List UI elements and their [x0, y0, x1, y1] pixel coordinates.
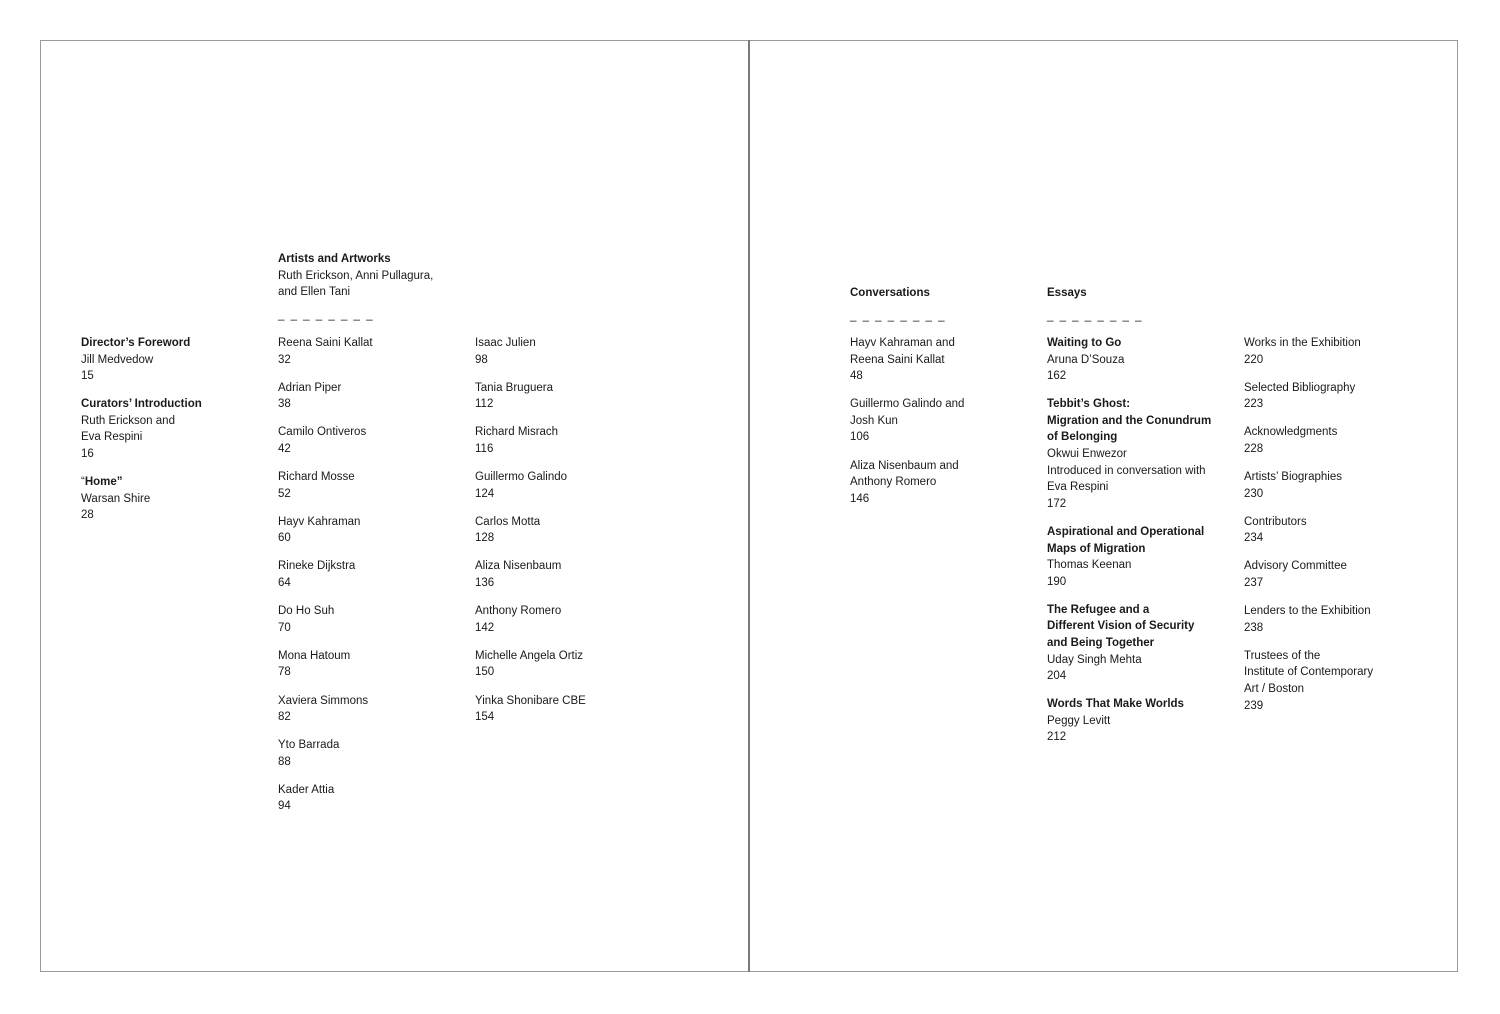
section-authors: Ruth Erickson, Anni Pullagura,: [278, 269, 434, 282]
conversations-column: [850, 335, 1030, 519]
entry-text: Works in the Exhibition: [1244, 337, 1361, 349]
toc-entry: [1244, 558, 1434, 591]
entry-page: 142: [475, 621, 495, 634]
entry-title: Maps of Migration: [1047, 542, 1146, 555]
toc-entry: [475, 693, 655, 726]
toc-entry-directors-foreword: [81, 335, 261, 385]
entry-page: 220: [1244, 353, 1264, 366]
entry-name: Carlos Motta: [475, 515, 541, 528]
toc-entry: [475, 603, 655, 636]
entry-page: 70: [278, 621, 291, 634]
essays-column: [1047, 335, 1232, 758]
entry-page: 64: [278, 577, 291, 590]
conversations-section-header: [850, 285, 946, 338]
toc-entry: [278, 603, 458, 636]
toc-entry: [1244, 603, 1434, 636]
entry-title: of Belonging: [1047, 431, 1118, 444]
entry-text: Okwui Enwezor: [1047, 448, 1127, 461]
toc-entry-curators-introduction: [81, 396, 261, 462]
entry-page: 42: [278, 442, 291, 455]
dash-divider: _ _ _ _ _ _ _ _: [278, 308, 375, 321]
entry-author: Eva Respini: [81, 431, 143, 444]
entry-page: 94: [278, 800, 291, 813]
entry-text: Josh Kun: [850, 414, 898, 427]
toc-entry: [850, 396, 1030, 446]
entry-text: Acknowledgments: [1244, 426, 1338, 439]
toc-entry: [278, 380, 458, 413]
entry-name: Do Ho Suh: [278, 605, 335, 618]
front-matter-column: [81, 335, 261, 535]
entry-page: 154: [475, 711, 495, 724]
entry-text: Thomas Keenan: [1047, 559, 1132, 572]
entry-page: 237: [1244, 577, 1264, 590]
toc-entry: [1244, 469, 1434, 502]
entry-text: Reena Saini Kallat: [850, 353, 945, 366]
entry-page: 106: [850, 431, 870, 444]
entry-title: Migration and the Conundrum: [1047, 414, 1212, 427]
toc-entry: [278, 782, 458, 815]
entry-name: Richard Mosse: [278, 471, 355, 484]
entry-title: Words That Make Worlds: [1047, 698, 1184, 711]
entry-page: 112: [475, 398, 494, 411]
toc-entry: [1244, 514, 1434, 547]
toc-entry-home: [81, 474, 261, 524]
entry-name: Richard Misrach: [475, 426, 559, 439]
toc-entry: [1047, 396, 1232, 512]
entry-page: 228: [1244, 442, 1264, 455]
entry-page: 98: [475, 353, 488, 366]
toc-entry: [475, 558, 655, 591]
toc-entry: [278, 648, 458, 681]
toc-entry: [278, 514, 458, 547]
entry-name: Camilo Ontiveros: [278, 426, 367, 439]
artists-column-1: [278, 335, 458, 827]
entry-page: 172: [1047, 497, 1067, 510]
entry-name: Isaac Julien: [475, 337, 536, 349]
toc-entry: [1047, 524, 1232, 590]
toc-entry: [850, 335, 1030, 385]
entry-page: 38: [278, 398, 291, 411]
entry-title: Tebbit’s Ghost:: [1047, 398, 1131, 411]
toc-entry: [475, 514, 655, 547]
entry-page: 128: [475, 532, 495, 545]
entry-page: 15: [81, 370, 94, 383]
dash-divider: _ _ _ _ _ _ _ _: [850, 309, 947, 322]
entry-text: Anthony Romero: [850, 476, 937, 489]
section-authors: and Ellen Tani: [278, 286, 351, 299]
entry-page: 52: [278, 487, 291, 500]
entry-name: Anthony Romero: [475, 605, 562, 618]
entry-title: Different Vision of Security: [1047, 620, 1195, 633]
entry-text: Advisory Committee: [1244, 560, 1347, 573]
toc-entry: [1047, 602, 1232, 685]
back-matter-column: [1244, 335, 1434, 726]
section-heading: Conversations: [850, 287, 930, 299]
entry-title: Curators’ Introduction: [81, 398, 202, 411]
toc-entry: [1244, 380, 1434, 413]
toc-entry: [278, 737, 458, 770]
entry-text: Eva Respini: [1047, 481, 1109, 494]
entry-page: 146: [850, 492, 870, 505]
page-gutter: [748, 40, 750, 972]
entry-title: Home”: [84, 476, 123, 489]
entry-page: 162: [1047, 370, 1067, 383]
toc-entry: [475, 424, 655, 457]
entry-page: 32: [278, 353, 291, 366]
artists-column-2: [475, 335, 655, 737]
entry-text: Trustees of the: [1244, 649, 1321, 662]
entry-title-prefix: “: [81, 476, 85, 489]
entry-name: Rineke Dijkstra: [278, 560, 356, 573]
entry-name: Kader Attia: [278, 783, 335, 796]
entry-text: Lenders to the Exhibition: [1244, 605, 1371, 618]
dash-divider: _ _ _ _ _ _ _ _: [1047, 309, 1144, 322]
entry-name: Reena Saini Kallat: [278, 337, 373, 349]
entry-page: 212: [1047, 731, 1067, 744]
entry-name: Xaviera Simmons: [278, 694, 369, 707]
entry-page: 223: [1244, 398, 1264, 411]
entry-name: Hayv Kahraman: [278, 515, 361, 528]
toc-entry: [1047, 696, 1232, 746]
entry-page: 28: [81, 509, 94, 522]
entry-text: Introduced in conversation with: [1047, 464, 1206, 477]
entry-page: 60: [278, 532, 291, 545]
entry-page: 238: [1244, 621, 1264, 634]
entry-page: 88: [278, 755, 291, 768]
toc-entry: [1244, 424, 1434, 457]
toc-entry: [278, 558, 458, 591]
entry-text: Uday Singh Mehta: [1047, 653, 1142, 666]
toc-entry: [475, 648, 655, 681]
entry-title: Waiting to Go: [1047, 337, 1122, 349]
entry-name: Yinka Shonibare CBE: [475, 694, 586, 707]
entry-name: Tania Bruguera: [475, 381, 553, 394]
entry-author: Ruth Erickson and: [81, 414, 175, 427]
toc-entry: [278, 469, 458, 502]
entry-page: 16: [81, 448, 94, 461]
entry-text: Aliza Nisenbaum and: [850, 459, 959, 472]
entry-text: Institute of Contemporary: [1244, 666, 1374, 679]
entry-name: Mona Hatoum: [278, 649, 351, 662]
entry-name: Michelle Angela Ortiz: [475, 649, 584, 662]
toc-entry: [1244, 335, 1434, 368]
entry-text: Guillermo Galindo and: [850, 398, 965, 411]
entry-page: 190: [1047, 575, 1067, 588]
toc-entry: [850, 458, 1030, 508]
toc-entry: [278, 335, 458, 368]
toc-entry: [475, 335, 655, 368]
entry-page: 136: [475, 577, 495, 590]
entry-text: Aruna D’Souza: [1047, 353, 1125, 366]
entry-page: 124: [475, 487, 495, 500]
entry-name: Guillermo Galindo: [475, 471, 568, 484]
toc-entry: [475, 380, 655, 413]
toc-entry: [278, 424, 458, 457]
entry-name: Yto Barrada: [278, 739, 340, 752]
entry-name: Adrian Piper: [278, 381, 342, 394]
entry-author: Jill Medvedow: [81, 353, 154, 366]
entry-page: 48: [850, 370, 863, 383]
toc-entry: [278, 693, 458, 726]
entry-page: 204: [1047, 670, 1067, 683]
section-heading: Artists and Artworks: [278, 253, 391, 265]
entry-text: Contributors: [1244, 515, 1307, 528]
toc-entry: [1244, 648, 1434, 714]
entry-page: 239: [1244, 699, 1264, 712]
entry-name: Aliza Nisenbaum: [475, 560, 562, 573]
entry-page: 82: [278, 711, 291, 724]
entry-text: Artists’ Biographies: [1244, 471, 1343, 484]
entry-author: Warsan Shire: [81, 492, 151, 505]
entry-title: Aspirational and Operational: [1047, 525, 1205, 538]
toc-entry: [475, 469, 655, 502]
entry-text: Hayv Kahraman and: [850, 337, 955, 349]
entry-text: Selected Bibliography: [1244, 381, 1356, 394]
entry-page: 78: [278, 666, 291, 679]
entry-page: 234: [1244, 532, 1264, 545]
entry-page: 116: [475, 442, 494, 455]
entry-title: Director’s Foreword: [81, 337, 191, 349]
entry-text: Peggy Levitt: [1047, 714, 1111, 727]
toc-entry: [1047, 335, 1232, 385]
entry-title: The Refugee and a: [1047, 603, 1150, 616]
entry-page: 150: [475, 666, 495, 679]
entry-text: Art / Boston: [1244, 683, 1305, 695]
entry-page: 230: [1244, 487, 1264, 500]
entry-title: and Being Together: [1047, 637, 1155, 649]
section-heading: Essays: [1047, 287, 1087, 299]
essays-section-header: [1047, 285, 1143, 338]
artists-section-header: [278, 251, 433, 337]
